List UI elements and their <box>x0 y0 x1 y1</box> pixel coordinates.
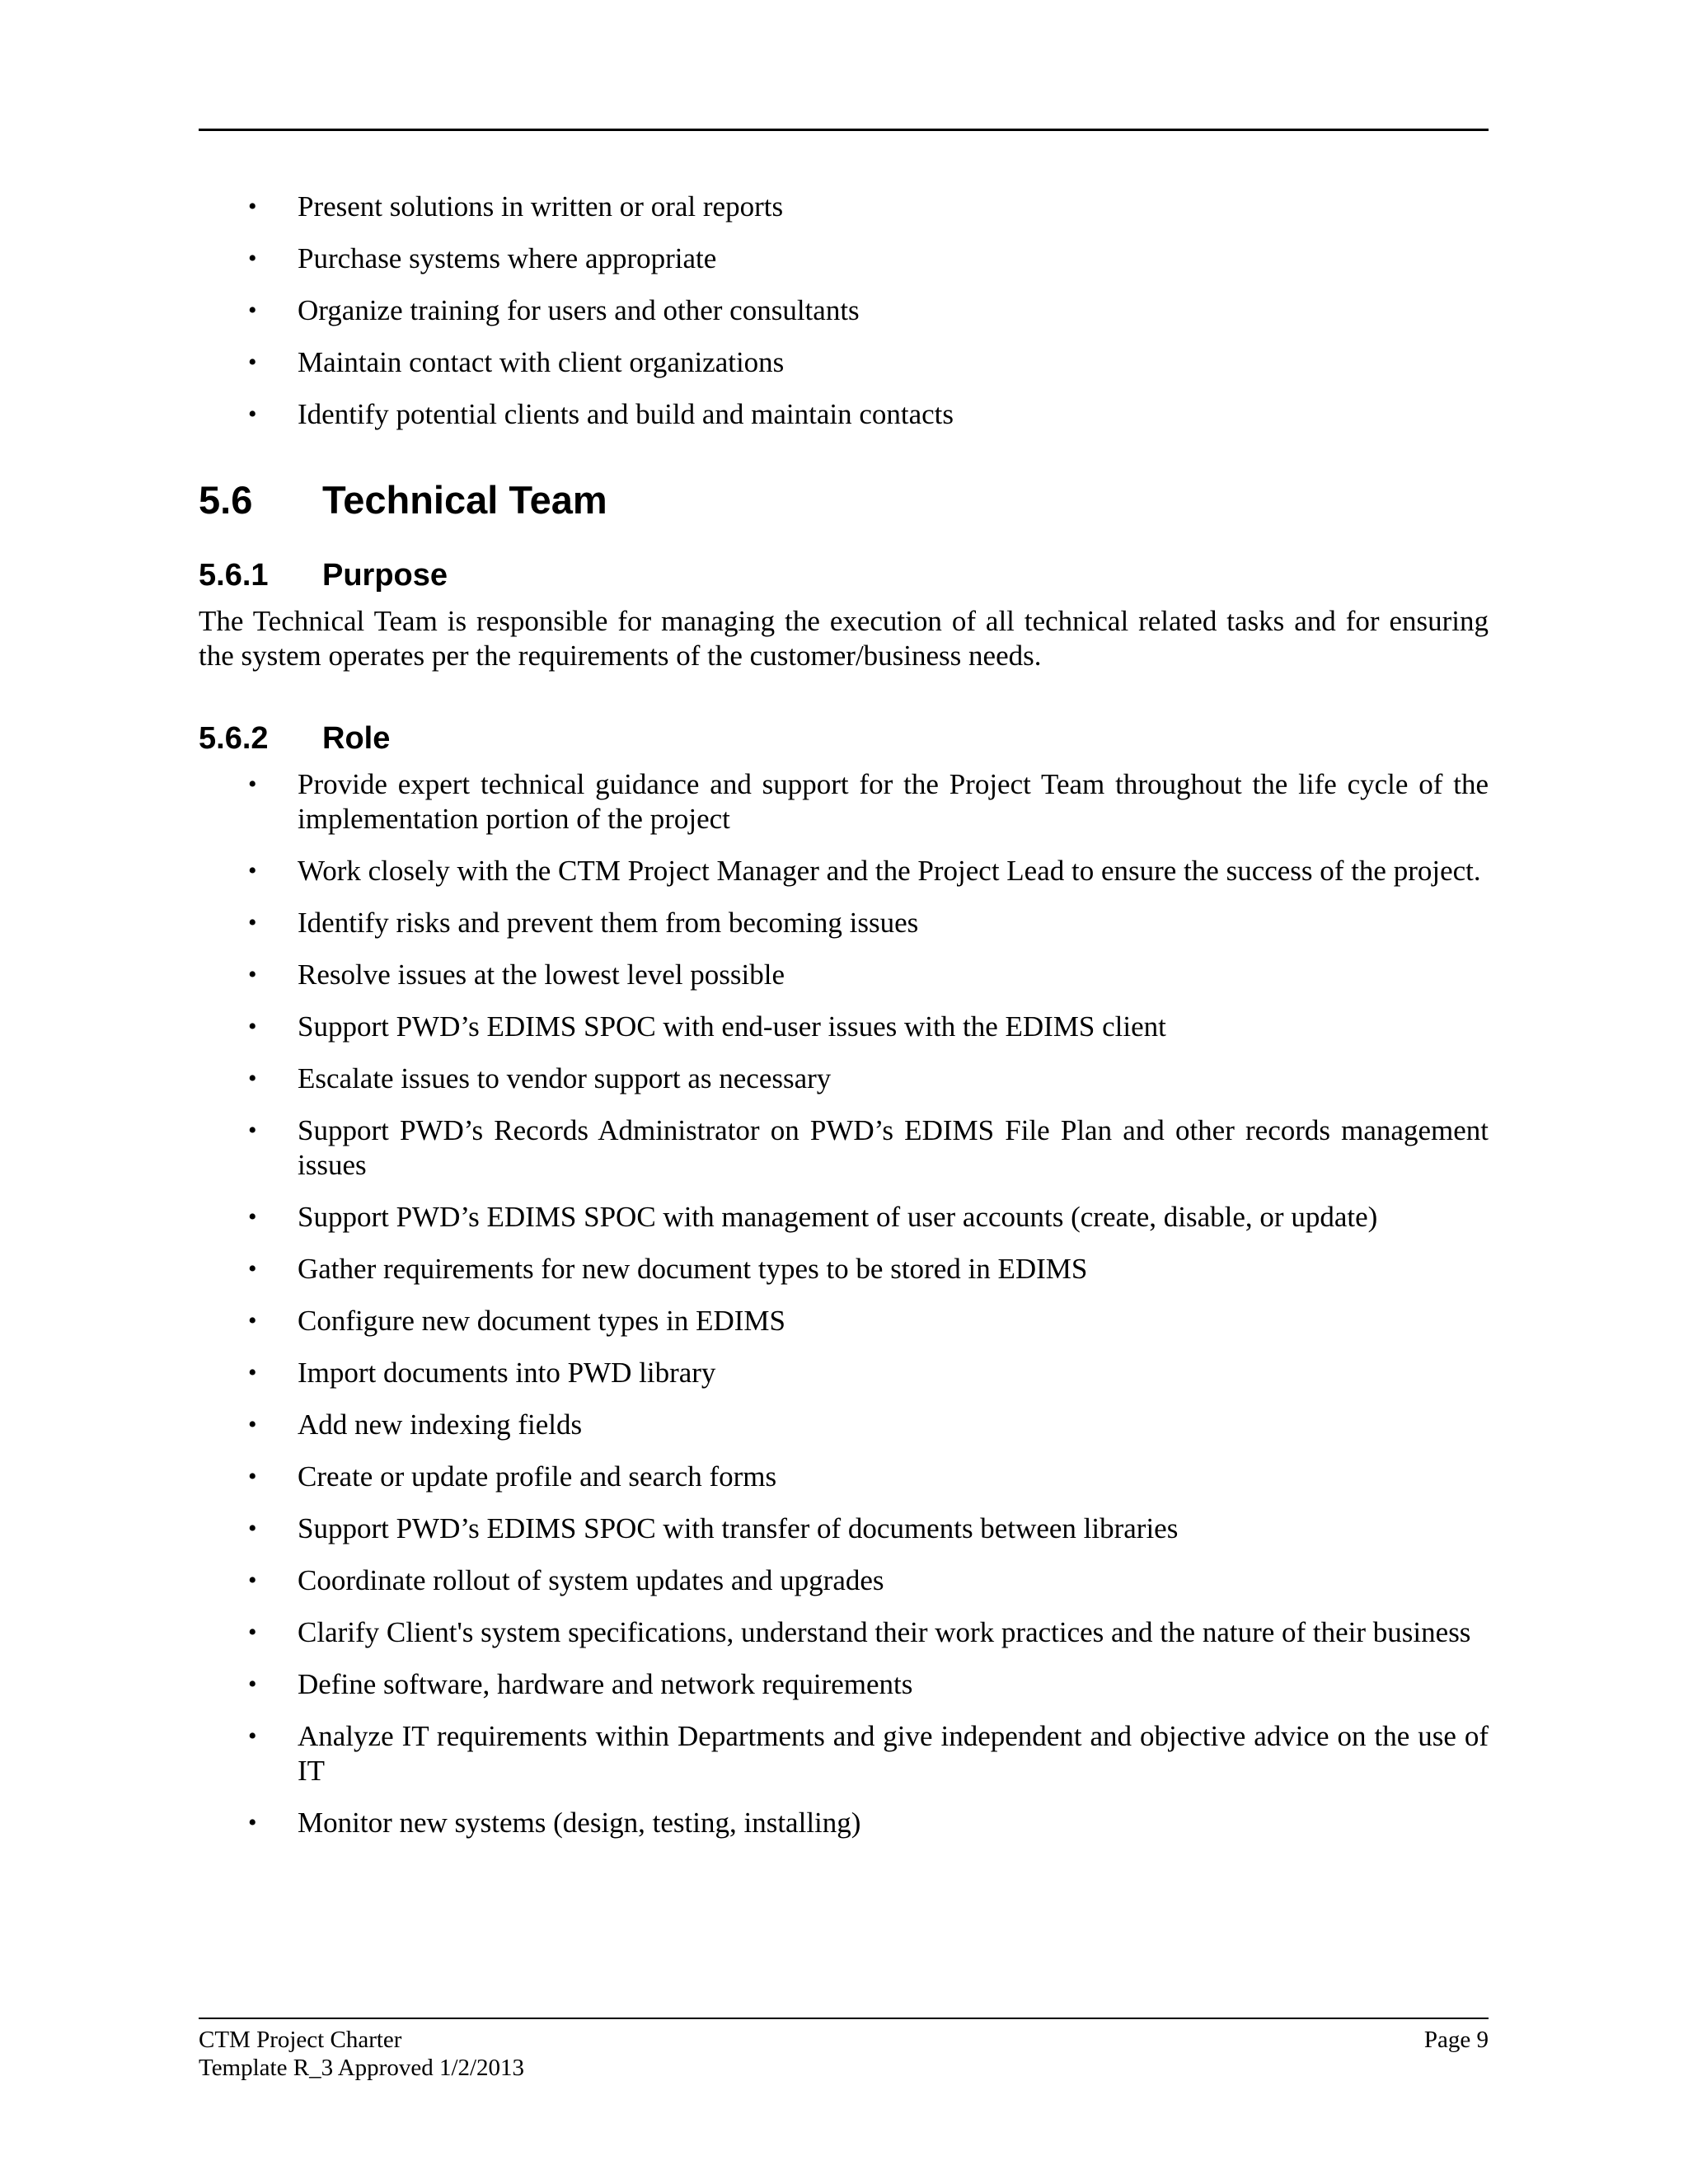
list-item <box>199 1719 1489 1788</box>
list-item <box>199 1062 1489 1096</box>
footer-doc-title: CTM Project Charter <box>199 2027 402 2053</box>
list-item-text: Maintain contact with client organizations <box>298 346 785 378</box>
footer-rule <box>199 2018 1489 2019</box>
page-footer <box>199 2026 1489 2082</box>
bullet-icon: • <box>248 1117 257 1144</box>
role-heading <box>199 719 1489 757</box>
list-item-text: Work closely with the CTM Project Manager and the Project Lead to ensure the success of the project. <box>298 855 1481 887</box>
purpose-paragraph: The Technical Team is responsible for managing the execution of all technical related tasks and for ensuring the system operates per the requirements of the customer/business needs. <box>199 605 1489 672</box>
purpose-heading <box>199 556 1489 594</box>
page-content <box>199 190 1489 1858</box>
list-item-text: Import documents into PWD library <box>298 1357 716 1389</box>
role-title: Role <box>322 721 391 756</box>
list-item-text: Support PWD’s EDIMS SPOC with management of user accounts (create, disable, or update) <box>298 1201 1378 1233</box>
list-item <box>199 1511 1489 1546</box>
bullet-icon: • <box>248 401 257 428</box>
bullet-icon: • <box>248 297 257 324</box>
footer-page-number: Page 9 <box>1423 2027 1489 2053</box>
bullet-icon: • <box>248 1567 257 1594</box>
list-item-text: Identify risks and prevent them from becoming issues <box>298 907 919 939</box>
list-item-text: Support PWD’s EDIMS SPOC with end-user issues with the EDIMS client <box>298 1010 1166 1043</box>
list-item <box>199 1010 1489 1044</box>
list-item <box>199 1200 1489 1235</box>
bullet-icon: • <box>248 1203 257 1230</box>
bullet-icon: • <box>248 909 257 936</box>
bullet-icon: • <box>248 349 257 376</box>
bullet-icon: • <box>248 1463 257 1490</box>
list-item <box>199 1806 1489 1840</box>
list-item-text: Support PWD’s EDIMS SPOC with transfer of documents between libraries <box>298 1512 1179 1544</box>
role-bullet-list <box>199 767 1489 1840</box>
list-item <box>199 345 1489 380</box>
bullet-icon: • <box>248 1411 257 1438</box>
purpose-title: Purpose <box>322 558 448 593</box>
list-item-text: Gather requirements for new document types to be stored in EDIMS <box>298 1253 1088 1285</box>
bullet-icon: • <box>248 1307 257 1334</box>
list-item-text: Create or update profile and search forms <box>298 1460 777 1493</box>
bullet-icon: • <box>248 193 257 220</box>
list-item <box>199 1408 1489 1442</box>
list-item-text: Analyze IT requirements within Departments and give independent and objective advice on the use of IT <box>298 1720 1489 1787</box>
list-item <box>199 1356 1489 1390</box>
list-item <box>199 1615 1489 1650</box>
list-item <box>199 958 1489 992</box>
bullet-icon: • <box>248 1809 257 1836</box>
list-item <box>199 1113 1489 1183</box>
purpose-number: 5.6.1 <box>199 558 269 593</box>
top-bullet-list <box>199 190 1489 432</box>
list-item <box>199 906 1489 940</box>
list-item <box>199 1667 1489 1702</box>
footer-template: Template R_3 Approved 1/2/2013 <box>199 2055 525 2081</box>
list-item <box>199 293 1489 328</box>
footer-left <box>199 2026 524 2082</box>
list-item-text: Support PWD’s Records Administrator on PWD’s EDIMS File Plan and other records management issues <box>298 1114 1489 1181</box>
list-item <box>199 854 1489 888</box>
list-item <box>199 397 1489 432</box>
list-item-text: Add new indexing fields <box>298 1408 583 1441</box>
list-item-text: Present solutions in written or oral reports <box>298 190 784 223</box>
list-item-text: Define software, hardware and network requirements <box>298 1668 913 1700</box>
list-item-text: Clarify Client's system specifications, understand their work practices and the nature of their business <box>298 1616 1471 1648</box>
section-number: 5.6 <box>199 478 253 522</box>
bullet-icon: • <box>248 1255 257 1282</box>
list-item-text: Purchase systems where appropriate <box>298 242 717 274</box>
list-item-text: Escalate issues to vendor support as necessary <box>298 1062 832 1094</box>
bullet-icon: • <box>248 1065 257 1092</box>
list-item-text: Provide expert technical guidance and support for the Project Team throughout the life cycle of the implementation portion of the project <box>298 768 1489 835</box>
list-item <box>199 241 1489 276</box>
bullet-icon: • <box>248 1671 257 1698</box>
bullet-icon: • <box>248 771 257 798</box>
bullet-icon: • <box>248 1359 257 1386</box>
list-item <box>199 1304 1489 1338</box>
bullet-icon: • <box>248 1619 257 1646</box>
bullet-icon: • <box>248 245 257 272</box>
role-number: 5.6.2 <box>199 721 269 756</box>
list-item <box>199 1252 1489 1286</box>
header-rule <box>199 129 1489 131</box>
list-item-text: Organize training for users and other consultants <box>298 294 860 326</box>
section-title: Technical Team <box>322 478 607 522</box>
bullet-icon: • <box>248 1013 257 1040</box>
list-item <box>199 767 1489 837</box>
list-item <box>199 1460 1489 1494</box>
list-item-text: Resolve issues at the lowest level possible <box>298 958 785 991</box>
bullet-icon: • <box>248 857 257 884</box>
list-item <box>199 190 1489 224</box>
list-item-text: Monitor new systems (design, testing, installing) <box>298 1807 861 1839</box>
list-item <box>199 1563 1489 1598</box>
list-item-text: Configure new document types in EDIMS <box>298 1305 785 1337</box>
list-item-text: Identify potential clients and build and maintain contacts <box>298 398 954 430</box>
section-heading <box>199 477 1489 523</box>
bullet-icon: • <box>248 1722 257 1750</box>
bullet-icon: • <box>248 1515 257 1542</box>
bullet-icon: • <box>248 961 257 988</box>
list-item-text: Coordinate rollout of system updates and upgrades <box>298 1564 884 1596</box>
